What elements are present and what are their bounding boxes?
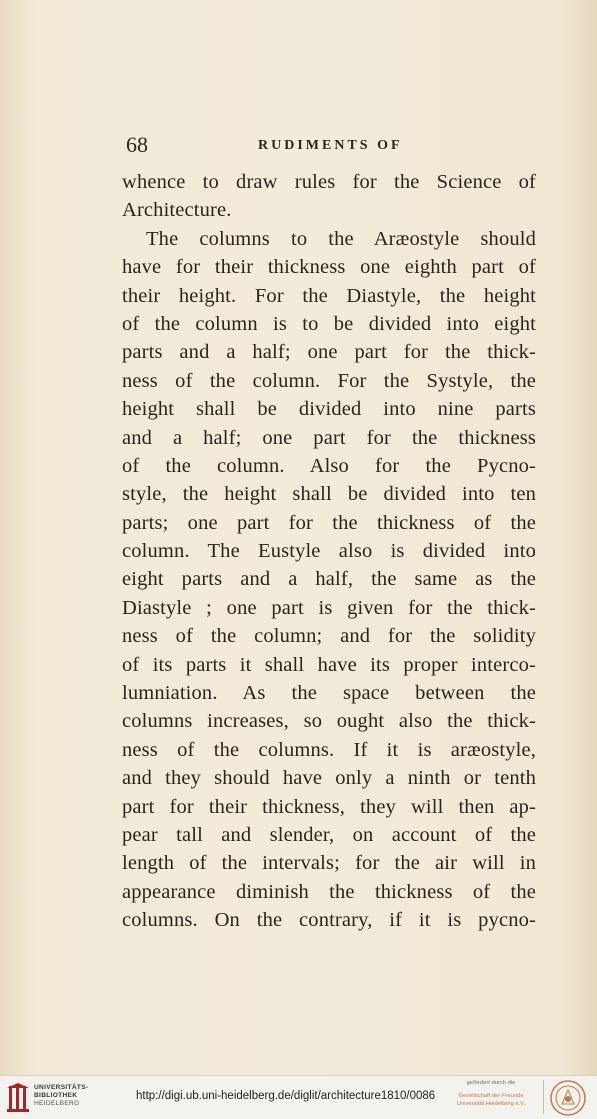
text-line: appearance diminish the thickness of the: [122, 880, 536, 903]
sponsor-name-line: Gesellschaft der Freunde: [458, 1093, 524, 1099]
permalink-url[interactable]: http://digi.ub.uni-heidelberg.de/diglit/architecture1810/0086: [136, 1090, 436, 1102]
text-line: lumniation. As the space between the: [122, 682, 536, 705]
sponsor-credit: [440, 1079, 542, 1108]
text-line: and they should have only a ninth or tenth: [122, 767, 536, 790]
text-line: ness of the column; and for the solidity: [122, 625, 536, 648]
text-line: parts; one part for the thickness of the: [122, 511, 536, 534]
university-library-logo-icon: [6, 1082, 32, 1114]
text-line: height shall be divided into nine parts: [122, 398, 536, 421]
library-name-line: BIBLIOTHEK: [34, 1092, 78, 1099]
page-number: 68: [126, 132, 148, 157]
university-seal-icon: [549, 1079, 587, 1117]
text-line: parts and a half; one part for the thick-: [122, 341, 536, 364]
text-line: eight parts and a half, the same as the: [122, 568, 536, 591]
text-line: columns. On the contrary, if it is pycno-: [122, 909, 536, 932]
text-line: their height. For the Diastyle, the height: [122, 284, 536, 307]
text-line: of the column. Also for the Pycno-: [122, 454, 536, 477]
digitization-footer: [0, 1075, 597, 1119]
text-line: Diastyle ; one part is given for the thick-: [122, 596, 536, 619]
library-name: [34, 1084, 88, 1108]
sponsor-name-line: Universität Heidelberg e.V.: [456, 1101, 526, 1107]
text-line: ness of the column. For the Systyle, the: [122, 369, 536, 392]
text-line: whence to draw rules for the Science of: [122, 171, 536, 193]
text-line: have for their thickness one eighth part of: [122, 256, 536, 279]
library-name-line: UNIVERSITÄTS-: [34, 1084, 89, 1091]
text-line: part for their thickness, they will then ap-: [122, 795, 536, 818]
text-line: of its parts it shall have its proper interco-: [122, 653, 536, 676]
text-line: Architecture.: [122, 199, 232, 222]
text-line: ness of the columns. If it is aræostyle,: [122, 738, 536, 761]
text-line: pear tall and slender, on account of the: [122, 823, 536, 846]
text-line: and a half; one part for the thickness: [122, 426, 536, 449]
text-line: The columns to the Aræostyle should: [146, 227, 536, 250]
text-line: style, the height shall be divided into ten: [122, 483, 536, 506]
text-line: column. The Eustyle also is divided into: [122, 540, 536, 563]
text-line: columns increases, so ought also the thick-: [122, 710, 536, 733]
running-head: [126, 132, 546, 158]
running-head-title: RUDIMENTS OF: [258, 138, 403, 153]
text-line: of the column is to be divided into eight: [122, 312, 536, 335]
library-name-line: HEIDELBERG: [34, 1100, 80, 1107]
text-line: length of the intervals; for the air will in: [122, 852, 536, 875]
body-text: [122, 168, 536, 935]
footer-divider: [543, 1080, 544, 1114]
sponsor-prefix: gefördert durch die: [466, 1080, 516, 1086]
